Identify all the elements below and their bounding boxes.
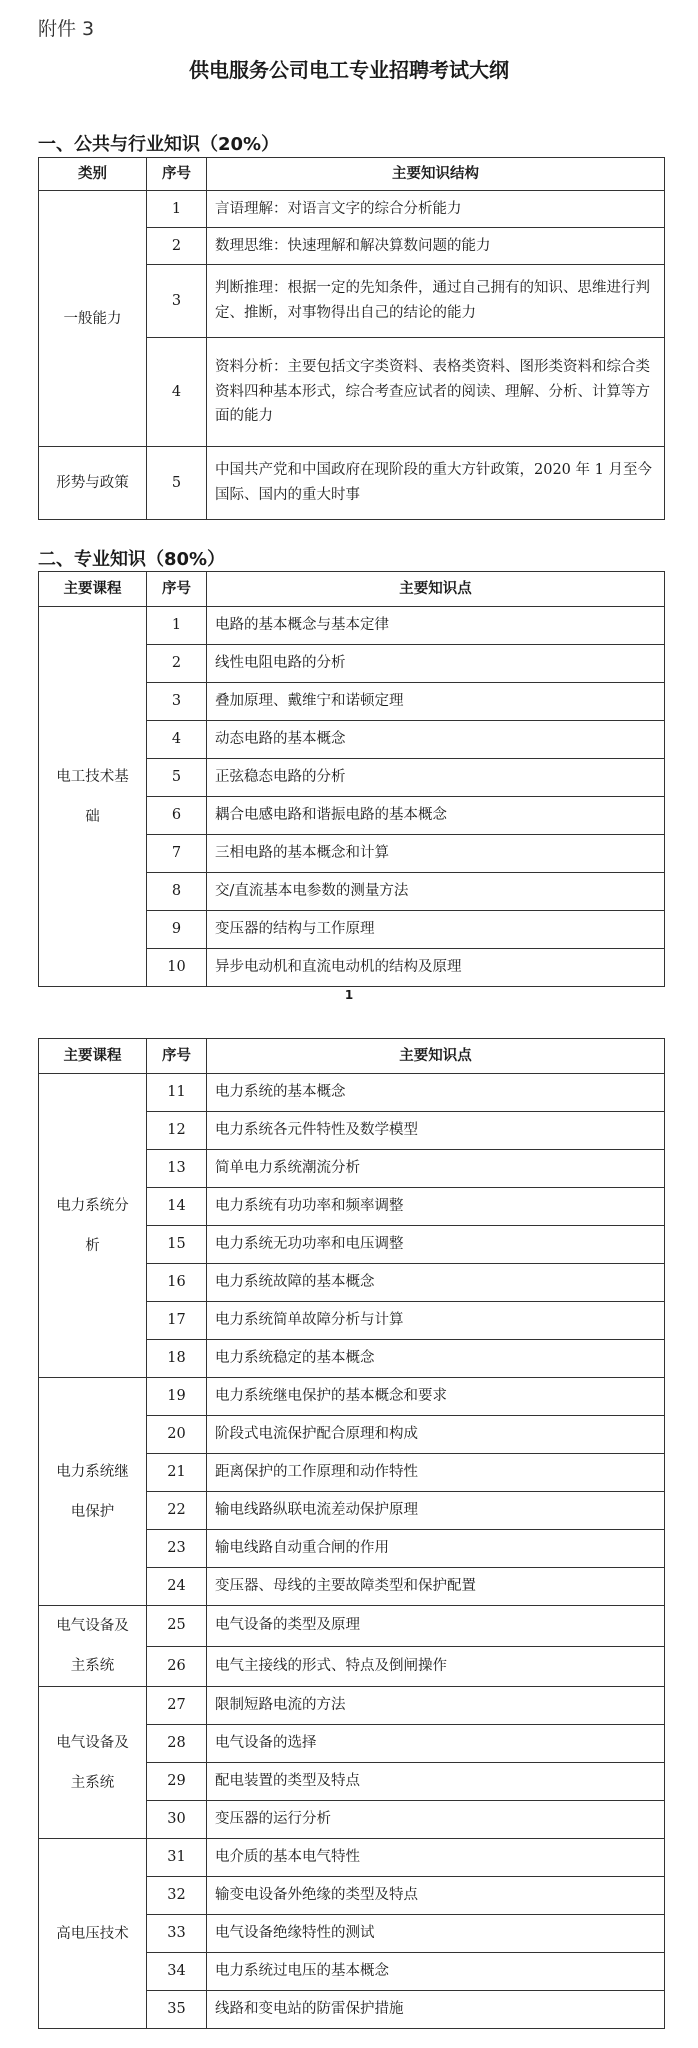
category-cell: [39, 607, 147, 987]
row-number: 8: [147, 873, 207, 911]
row-number: 5: [147, 759, 207, 797]
row-content: 输电线路自动重合闸的作用: [207, 1530, 665, 1568]
row-number: 15: [147, 1226, 207, 1264]
row-number: 6: [147, 797, 207, 835]
row-content: 资料分析：主要包括文字类资料、表格类资料、图形类资料和综合类资料四种基本形式，综合考查应试者的阅读、理解、分析、计算等方面的能力: [207, 338, 665, 447]
row-number: 17: [147, 1302, 207, 1340]
column-header-category: 主要课程: [39, 572, 147, 607]
row-number: 29: [147, 1763, 207, 1801]
category-cell: [39, 1378, 147, 1606]
row-number: 30: [147, 1801, 207, 1839]
table-row: [39, 1687, 665, 1725]
row-content: 电力系统的基本概念: [207, 1074, 665, 1112]
row-number: 18: [147, 1340, 207, 1378]
row-content: 叠加原理、戴维宁和诺顿定理: [207, 683, 665, 721]
column-header-category: 主要课程: [39, 1039, 147, 1074]
column-header-content: 主要知识点: [207, 572, 665, 607]
row-content: 电气主接线的形式、特点及倒闸操作: [207, 1646, 665, 1687]
row-number: 1: [147, 191, 207, 228]
category-cell: [39, 1606, 147, 1687]
row-number: 26: [147, 1646, 207, 1687]
row-number: 9: [147, 911, 207, 949]
row-content: 距离保护的工作原理和动作特性: [207, 1454, 665, 1492]
category-cell: [39, 1687, 147, 1839]
row-content: 限制短路电流的方法: [207, 1687, 665, 1725]
table-row: [39, 607, 665, 645]
row-content: 输电线路纵联电流差动保护原理: [207, 1492, 665, 1530]
row-content: 电力系统故障的基本概念: [207, 1264, 665, 1302]
row-number: 14: [147, 1188, 207, 1226]
row-content: 线路和变电站的防雷保护措施: [207, 1991, 665, 2029]
category-label: 形势与政策: [56, 475, 129, 491]
row-number: 34: [147, 1953, 207, 1991]
section1-heading: 一、公共与行业知识（20%）: [38, 134, 280, 155]
row-number: 7: [147, 835, 207, 873]
category-cell: [39, 447, 147, 520]
category-label: 电气设备及主系统: [56, 1618, 129, 1674]
document-title: 供电服务公司电工专业招聘考试大纲: [189, 58, 509, 82]
row-number: 25: [147, 1606, 207, 1647]
row-content: 判断推理：根据一定的先知条件，通过自己拥有的知识、思维进行判定、推断，对事物得出自己的结论的能力: [207, 265, 665, 338]
row-number: 22: [147, 1492, 207, 1530]
row-content: 电路的基本概念与基本定律: [207, 607, 665, 645]
row-content: 变压器的结构与工作原理: [207, 911, 665, 949]
table-row: [39, 1839, 665, 1877]
row-content: 三相电路的基本概念和计算: [207, 835, 665, 873]
row-content: 异步电动机和直流电动机的结构及原理: [207, 949, 665, 987]
row-content: 言语理解：对语言文字的综合分析能力: [207, 191, 665, 228]
table-row: [39, 1606, 665, 1647]
row-number: 32: [147, 1877, 207, 1915]
category-label: 电力系统分析: [56, 1197, 129, 1254]
row-number: 5: [147, 447, 207, 520]
row-content: 电力系统各元件特性及数学模型: [207, 1112, 665, 1150]
table-header-row: [39, 572, 665, 607]
professional-knowledge-table-page1: [38, 571, 665, 987]
professional-knowledge-table-page2: [38, 1038, 665, 2029]
row-number: 12: [147, 1112, 207, 1150]
row-content: 电力系统继电保护的基本概念和要求: [207, 1378, 665, 1416]
row-number: 20: [147, 1416, 207, 1454]
category-label: 一般能力: [63, 310, 122, 327]
category-label: 电工技术基础: [56, 768, 129, 825]
category-label: 电气设备及主系统: [56, 1734, 129, 1791]
row-content: 交/直流基本电参数的测量方法: [207, 873, 665, 911]
row-content: 电介质的基本电气特性: [207, 1839, 665, 1877]
row-number: 2: [147, 228, 207, 265]
row-content: 耦合电感电路和谐振电路的基本概念: [207, 797, 665, 835]
category-cell: [39, 1074, 147, 1378]
category-label: 电力系统继电保护: [56, 1463, 129, 1520]
row-number: 21: [147, 1454, 207, 1492]
row-number: 16: [147, 1264, 207, 1302]
attachment-label: 附件 3: [38, 18, 95, 40]
row-content: 变压器、母线的主要故障类型和保护配置: [207, 1568, 665, 1606]
category-cell: [39, 1839, 147, 2029]
row-content: 数理思维：快速理解和解决算数问题的能力: [207, 228, 665, 265]
row-number: 4: [147, 338, 207, 447]
row-number: 11: [147, 1074, 207, 1112]
table-row: [39, 447, 665, 520]
column-header-category: 类别: [39, 158, 147, 191]
row-content: 阶段式电流保护配合原理和构成: [207, 1416, 665, 1454]
column-header-content: 主要知识结构: [207, 158, 665, 191]
row-content: 电气设备的选择: [207, 1725, 665, 1763]
row-content: 输变电设备外绝缘的类型及特点: [207, 1877, 665, 1915]
row-content: 电气设备的类型及原理: [207, 1606, 665, 1647]
row-number: 19: [147, 1378, 207, 1416]
table-header-row: [39, 1039, 665, 1074]
page-number: 1: [344, 988, 354, 1002]
row-content: 变压器的运行分析: [207, 1801, 665, 1839]
row-number: 35: [147, 1991, 207, 2029]
column-header-number: 序号: [147, 572, 207, 607]
section2-heading: 二、专业知识（80%）: [38, 549, 226, 570]
table-row: [39, 1378, 665, 1416]
row-content: 电力系统无功功率和电压调整: [207, 1226, 665, 1264]
row-content: 电力系统简单故障分析与计算: [207, 1302, 665, 1340]
row-content: 电力系统过电压的基本概念: [207, 1953, 665, 1991]
row-number: 28: [147, 1725, 207, 1763]
row-content: 电气设备绝缘特性的测试: [207, 1915, 665, 1953]
row-number: 33: [147, 1915, 207, 1953]
row-content: 线性电阻电路的分析: [207, 645, 665, 683]
row-content: 电力系统有功功率和频率调整: [207, 1188, 665, 1226]
row-content: 配电装置的类型及特点: [207, 1763, 665, 1801]
row-content: 动态电路的基本概念: [207, 721, 665, 759]
row-number: 3: [147, 265, 207, 338]
category-label: 高电压技术: [56, 1925, 129, 1942]
row-number: 3: [147, 683, 207, 721]
row-number: 23: [147, 1530, 207, 1568]
table-row: [39, 191, 665, 228]
row-number: 31: [147, 1839, 207, 1877]
table-header-row: [39, 158, 665, 191]
row-content: 正弦稳态电路的分析: [207, 759, 665, 797]
public-knowledge-table: [38, 157, 665, 520]
row-number: 2: [147, 645, 207, 683]
row-content: 中国共产党和中国政府在现阶段的重大方针政策，2020 年 1 月至今国际、国内的重大时事: [207, 447, 665, 520]
table-row: [39, 1074, 665, 1112]
row-number: 1: [147, 607, 207, 645]
row-number: 13: [147, 1150, 207, 1188]
category-cell: [39, 191, 147, 447]
row-content: 简单电力系统潮流分析: [207, 1150, 665, 1188]
row-number: 27: [147, 1687, 207, 1725]
row-content: 电力系统稳定的基本概念: [207, 1340, 665, 1378]
column-header-number: 序号: [147, 158, 207, 191]
column-header-number: 序号: [147, 1039, 207, 1074]
row-number: 24: [147, 1568, 207, 1606]
row-number: 10: [147, 949, 207, 987]
column-header-content: 主要知识点: [207, 1039, 665, 1074]
row-number: 4: [147, 721, 207, 759]
